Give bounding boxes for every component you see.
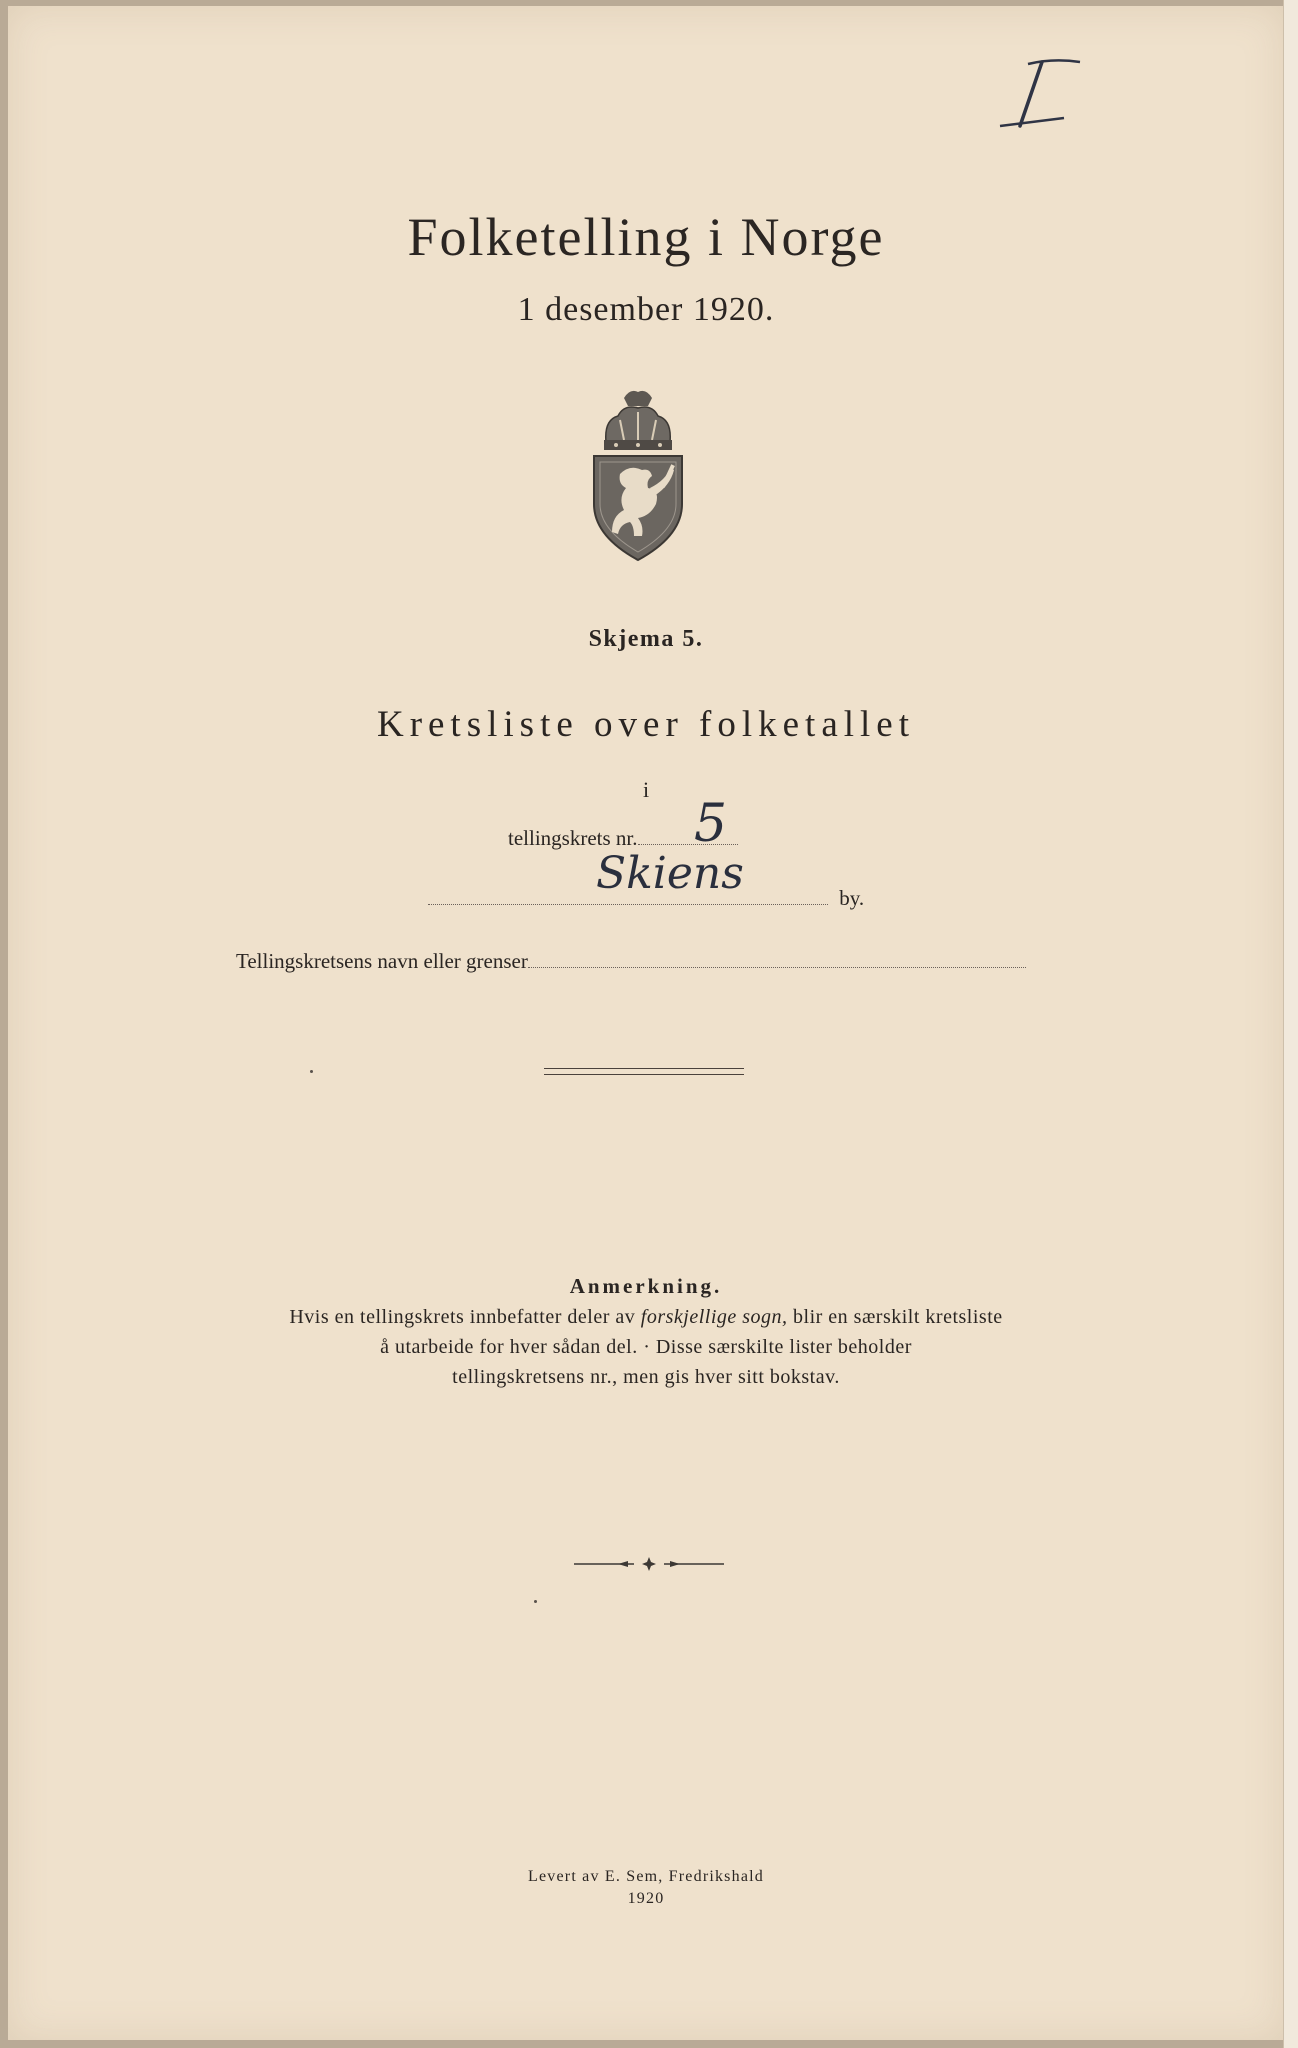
note-line-3: tellingskretsens nr., men gis hver sitt bokstav. — [452, 1366, 840, 1388]
town-suffix: by. — [839, 886, 865, 910]
handwritten-roman-numeral — [998, 56, 1088, 136]
norwegian-coat-of-arms-icon — [590, 384, 686, 562]
document-title: Folketelling i Norge — [407, 207, 885, 267]
schema-number: Skjema 5. — [588, 626, 704, 652]
town-value: Skiens — [596, 848, 744, 899]
district-number-label: tellingskrets nr. — [508, 826, 638, 850]
double-rule-divider — [544, 1068, 744, 1075]
census-date: 1 desember 1920. — [517, 291, 775, 328]
ink-speck — [310, 1070, 313, 1073]
town-field — [428, 848, 865, 911]
district-number-value: 5 — [694, 794, 728, 854]
ornament-divider-icon — [574, 1554, 724, 1574]
district-names-line — [528, 949, 1026, 968]
printer-line: Levert av E. Sem, Fredrikshald — [528, 1868, 764, 1885]
printer-imprint — [8, 1866, 1284, 1910]
preposition-i: i — [642, 777, 650, 802]
note-line-2: å utarbeide for hver sådan del. · Disse særskilte lister beholder — [380, 1336, 912, 1358]
scan-edge — [1283, 0, 1298, 2048]
printer-year: 1920 — [627, 1890, 665, 1907]
district-names-label: Tellingskretsens navn eller grenser — [236, 949, 528, 973]
ink-speck — [534, 1600, 537, 1603]
note-line-1: Hvis en tellingskrets innbefatter deler av forskjellige sogn, blir en særskilt kretsliste — [289, 1306, 1003, 1328]
form-heading: Kretsliste over folketallet — [376, 704, 916, 745]
district-names-field — [236, 949, 1026, 974]
note-heading: Anmerkning. — [569, 1274, 723, 1298]
note-text — [8, 1302, 1284, 1392]
census-form-page — [8, 6, 1284, 2040]
